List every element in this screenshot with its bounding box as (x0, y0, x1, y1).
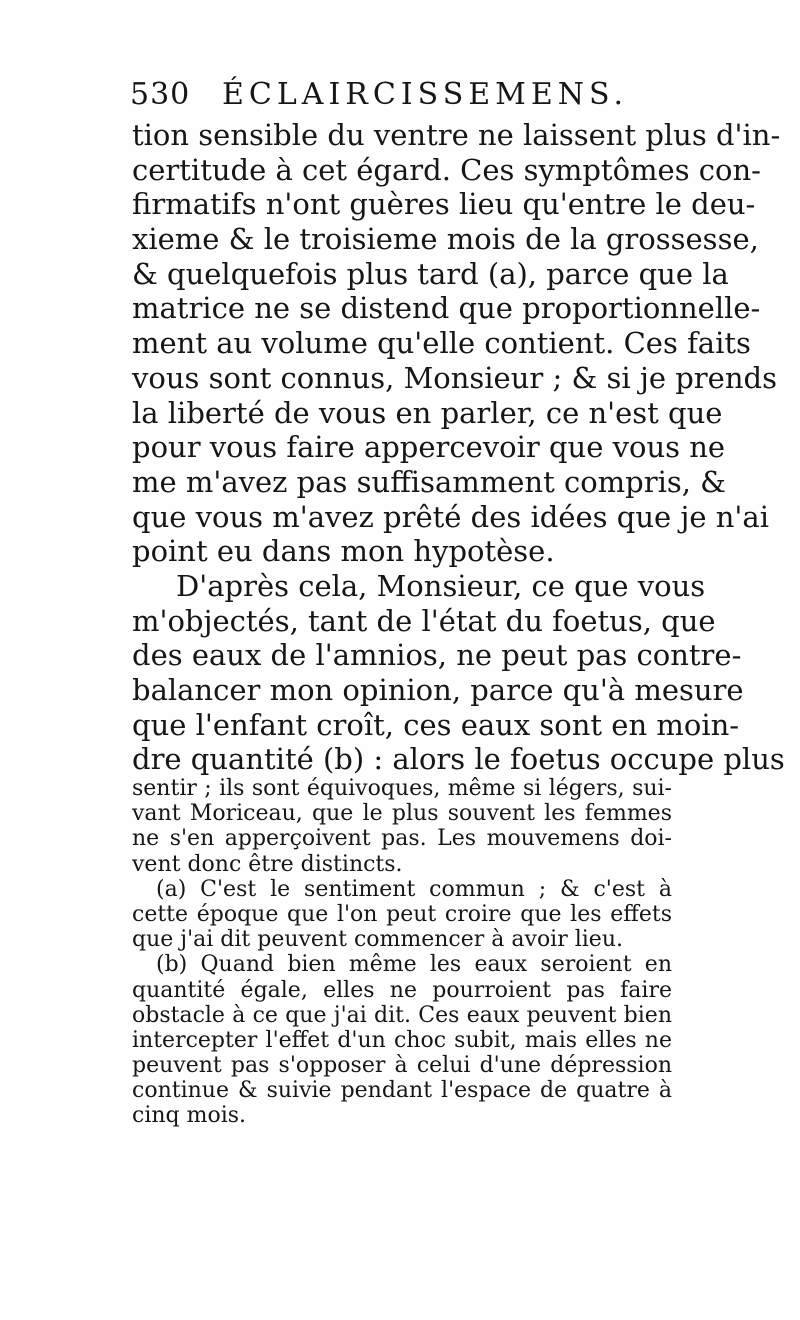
text-line: pour vous faire appercevoir que vous ne (132, 430, 726, 465)
footnote-line: quantité égale, elles ne pourroient pas faire (132, 977, 672, 1003)
footnotes (132, 776, 672, 1129)
footnote-line: (a) C'est le sentiment commun ; & c'est à (156, 876, 672, 902)
footnote-line: (b) Quand bien même les eaux seroient en (156, 952, 672, 978)
footnote-line: ne s'en apperçoivent pas. Les mouvemens doi- (132, 826, 672, 852)
text-line: D'après cela, Monsieur, ce que vous (176, 568, 706, 603)
footnote-line: intercepter l'effet d'un choc subit, mais elles ne (132, 1027, 672, 1053)
text-line: point eu dans mon hypotèse. (132, 534, 555, 569)
text-line: certitude à cet égard. Ces symptômes con- (132, 152, 761, 187)
footnote-line: obstacle à ce que j'ai dit. Ces eaux peuvent bien (132, 1002, 672, 1028)
text-line: dre quantité (b) : alors le foetus occupe plus (132, 742, 785, 777)
text-line: la liberté de vous en parler, ce n'est que (132, 395, 723, 430)
footnote-line: cinq mois. (132, 1103, 247, 1129)
footnote-line: continue & suivie pendant l'espace de quatre à (132, 1078, 672, 1104)
text-line: que vous m'avez prêté des idées que je n'ai (132, 499, 769, 534)
text-line: & quelquefois plus tard (a), parce que la (132, 256, 729, 291)
text-line: matrice ne se distend que proportionnelle- (132, 291, 761, 326)
text-line: xieme & le troisieme mois de la grossesse, (132, 222, 759, 257)
footnote-line: peuvent pas s'opposer à celui d'une dépression (132, 1053, 672, 1079)
running-title: ÉCLAIRCISSEMENS. (222, 77, 629, 112)
text-line: ment au volume qu'elle contient. Ces faits (132, 326, 751, 361)
text-line: firmatifs n'ont guères lieu qu'entre le deu- (132, 187, 756, 222)
footnote-line: cette époque que l'on peut croire que les effets (132, 901, 672, 927)
footnote-line: vent donc être distincts. (132, 851, 403, 877)
page-number: 530 (130, 77, 191, 112)
footnote-line: vant Moriceau, que le plus souvent les femmes (132, 801, 672, 827)
text-line: m'objectés, tant de l'état du foetus, que (132, 603, 716, 638)
footnote-line: que j'ai dit peuvent commencer à avoir lieu. (132, 927, 623, 953)
text-line: tion sensible du ventre ne laissent plus d'in- (132, 118, 781, 152)
text-line: me m'avez pas suffisamment compris, & (132, 464, 726, 499)
text-line: balancer mon opinion, parce qu'à mesure (132, 673, 744, 707)
main-text (132, 118, 785, 777)
footnote-line: sentir ; ils sont équivoques, même si légers, sui- (132, 776, 672, 801)
text-line: des eaux de l'amnios, ne peut pas contre- (132, 638, 742, 673)
text-line: vous sont connus, Monsieur ; & si je prends (132, 360, 777, 395)
page-header (130, 72, 690, 118)
text-line: que l'enfant croît, ces eaux sont en moin- (132, 707, 740, 742)
